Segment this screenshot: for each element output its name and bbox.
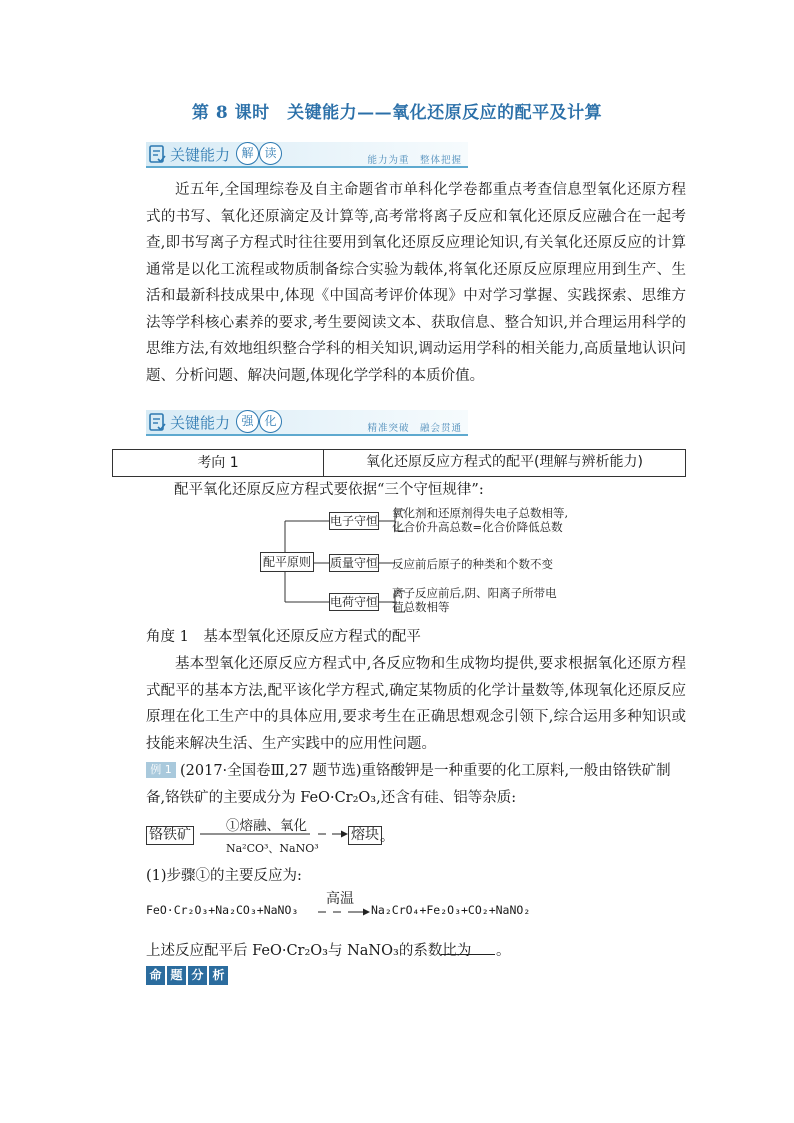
reaction-condition: 高温: [326, 891, 354, 907]
proposition-analysis-label: [146, 966, 228, 986]
banner-circle-char: 读: [259, 142, 282, 165]
diagram-branch-charge: 电荷守恒: [330, 595, 379, 609]
diagram-root-box: 配平原则: [260, 552, 314, 572]
label-char: 分: [188, 966, 207, 985]
flow-end-box: 熔块: [348, 826, 382, 845]
example-line-1: (2017·全国卷Ⅲ,27 题节选)重铬酸钾是一种重要的化工原料,一般由铬铁矿制: [180, 763, 671, 779]
diagram-desc-charge-2: 荷总数相等: [392, 600, 450, 614]
label-char: 命: [146, 966, 165, 985]
banner-label: 关键能力: [170, 414, 231, 432]
question-1-text: 上述反应配平后 FeO·Cr₂O₃与 NaNO₃的系数比为: [146, 943, 472, 959]
banner-circle-char: 化: [259, 410, 282, 433]
angle-1-paragraph: 基本型氧化还原反应方程式中,各反应物和生成物均提供,要求根据氧化还原方程式配平的基本方法,配平该化学方程式,确定某物质的化学计量数等,体现氧化还原反应原理在化工生产中的具体应用,要求考生在正确思想观念引领下,综合运用多种知识或技能来解决生活、生产实践中的应用性问题。: [146, 656, 686, 752]
example-tag: 例 1: [146, 762, 176, 778]
flow-start-box: 铬铁矿: [146, 826, 194, 845]
banner-tagline: 精准突破 融会贯通: [367, 423, 462, 434]
topic-table: [112, 449, 686, 477]
banner-tagline: 能力为重 整体把握: [367, 155, 462, 166]
answer-blank[interactable]: [441, 954, 495, 955]
question-1-end: 。: [496, 943, 511, 959]
equation-left: FeO·Cr₂O₃+Na₂CO₃+NaNO₃: [146, 903, 299, 917]
flow-step-condition-top: ①熔融、氧化: [226, 818, 307, 834]
table-cell-topic-title: 氧化还原反应方程式的配平(理解与辨析能力): [366, 454, 643, 470]
page-title: 第 8 课时 关键能力——氧化还原反应的配平及计算: [191, 103, 603, 123]
intro-paragraph: 近五年,全国理综卷及自主命题省市单科化学卷都重点考查信息型氧化还原方程式的书写、氧化还原滴定及计算等,高考常将离子反应和氧化还原反应融合在一起考查,即书写离子方程式时往往要用到氧化还原反应理论知识,有关氧化还原反应的计算通常是以化工流程或物质制备综合实验为载体,将氧化还原反应原理应用到生产、生活和最新科技成果中,体现《中国高考评价体现》中对学习掌握、实践探索、思维方法等学科核心素养的要求,考生要阅读文本、获取信息、整合知识,并合理运用科学的思维方法,有效地组织整合学科的相关知识,调动运用学科的相关能力,高质量地认识问题、分析问题、解决问题,体现化学学科的本质价值。: [146, 182, 686, 384]
flow-end-punct: 。: [380, 829, 394, 845]
banner-key-ability-strengthen: [146, 410, 468, 440]
label-char: 析: [209, 966, 228, 985]
question-1-intro: (1)步骤①的主要反应为:: [146, 868, 302, 884]
label-char: 题: [167, 966, 186, 985]
angle-1-title: 角度 1 基本型氧化还原反应方程式的配平: [146, 629, 421, 645]
banner-key-ability-interpret: [146, 142, 468, 172]
rule-intro: 配平氧化还原反应方程式要依据“三个守恒规律”:: [174, 482, 484, 498]
document-icon: [149, 144, 166, 164]
diagram-desc-electron-1: 氧化剂和还原剂得失电子总数相等,: [392, 506, 569, 520]
banner-circle-char: 强: [236, 410, 259, 433]
table-cell-topic-number: 考向 1: [113, 450, 324, 476]
flow-step-condition-bottom: Na²CO³、NaNO³: [226, 842, 319, 855]
flow-arrow: [200, 829, 348, 839]
diagram-branch-mass: 质量守恒: [330, 556, 379, 570]
example-line-2: 备,铬铁矿的主要成分为 FeO·Cr₂O₃,还含有硅、铝等杂质:: [146, 790, 517, 806]
diagram-branch-electron: 电子守恒: [330, 514, 379, 528]
document-icon: [149, 412, 166, 432]
diagram-desc-mass: 反应前后原子的种类和个数不变: [392, 557, 553, 571]
diagram-desc-electron-2: 化合价升高总数=化合价降低总数: [392, 520, 563, 534]
equation-right: Na₂CrO₄+Fe₂O₃+CO₂+NaNO₂: [371, 903, 531, 917]
banner-label: 关键能力: [170, 146, 231, 164]
equation-arrow: [318, 907, 370, 917]
banner-circle-char: 解: [236, 142, 259, 165]
diagram-desc-charge-1: 离子反应前后,阴、阳离子所带电: [392, 586, 557, 600]
